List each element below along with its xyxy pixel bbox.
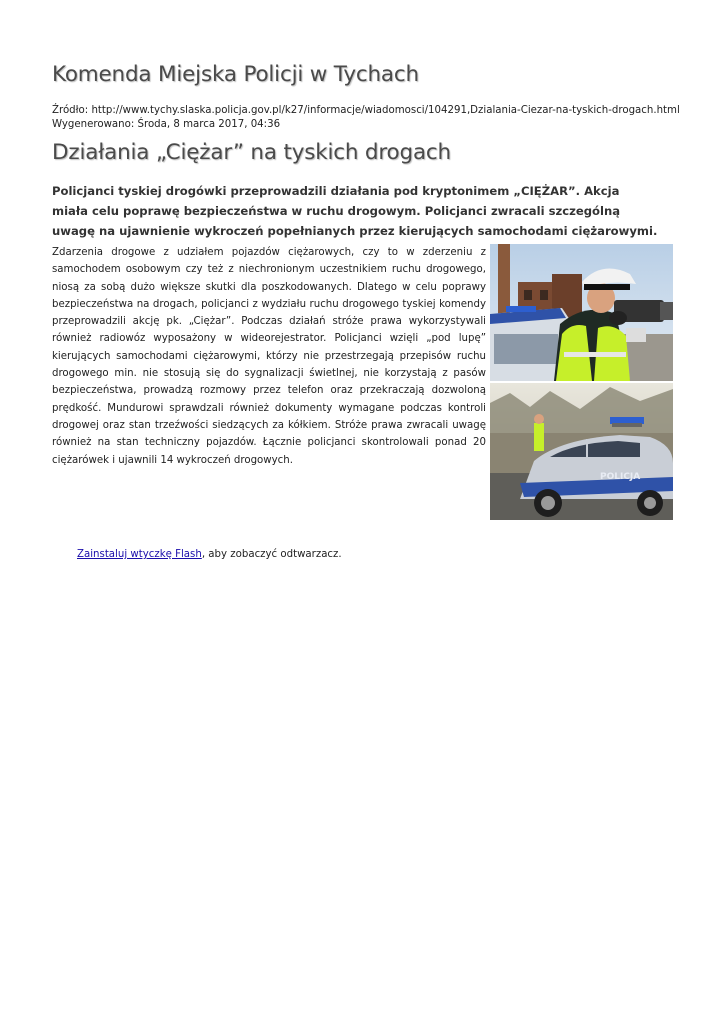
car-lettering: POLICJA <box>600 472 641 482</box>
article-lead: Policjanci tyskiej drogówki przeprowadzili działania pod kryptonimem „CIĘŻAR”. Akcja miała celu poprawę bezpieczeństwa w ruchu drogowym. Policjanci zwracali szczególną uwagę na ujawnienie wykroczeń popełnianych przez kierujących samochodami ciężarowymi. <box>52 184 658 238</box>
photo-officer-speed-camera <box>490 244 673 381</box>
site-title: Komenda Miejska Policji w Tychach <box>52 62 419 87</box>
article-title: Działania „Ciężar” na tyskich drogach <box>52 140 451 165</box>
source-line: Źródło: http://www.tychy.slaska.policja.gov.pl/k27/informacje/wiadomosci/104291,Dzialania-Ciezar-na-tyskich-drogach.html <box>52 105 680 116</box>
meta-block <box>52 104 680 132</box>
flash-notice <box>77 549 342 560</box>
article-body: Zdarzenia drogowe z udziałem pojazdów ciężarowych, czy to w zderzeniu z samochodem osobowym czy też z niechronionym uczestnikiem ruchu drogowego, niosą za sobą dużo większe skutki dla poszkodowanych. Dlatego w celu poprawy bezpieczeństwa na drogach, policjanci z wydziału ruchu drogowego tyskiej komendy przeprowadzili akcję pk. „Ciężar”. Podczas działań stróże prawa wykorzystywali również radiowóz wyposażony w wideorejestrator. Policjanci wzięli „pod lupę” kierujących samochodami ciężarowymi, którzy nie przestrzegają przepisów ruchu drogowego min. nie stosują się do sygnalizacji świetlnej, nie korzystają z pasów bezpieczeństwa, prowadzą rozmowy przez telefon oraz przekraczają dozwoloną prędkość. Mundurowi sprawdzali również dokumenty wymagane podczas kontroli drogowej oraz stan trzeźwości siedzących za kółkiem. Stróże prawa zwracali uwagę również na stan techniczny pojazdów. Łącznie policjanci skontrolowali ponad 20 ciężarówek i ujawnili 14 wykroczeń drogowych. <box>52 247 486 466</box>
flash-notice-suffix: , aby zobaczyć odtwarzacz. <box>201 549 342 560</box>
photo-police-car <box>490 383 673 520</box>
generated-line: Wygenerowano: Środa, 8 marca 2017, 04:36 <box>52 119 281 130</box>
install-flash-link[interactable]: Zainstaluj wtyczkę Flash <box>77 549 202 560</box>
